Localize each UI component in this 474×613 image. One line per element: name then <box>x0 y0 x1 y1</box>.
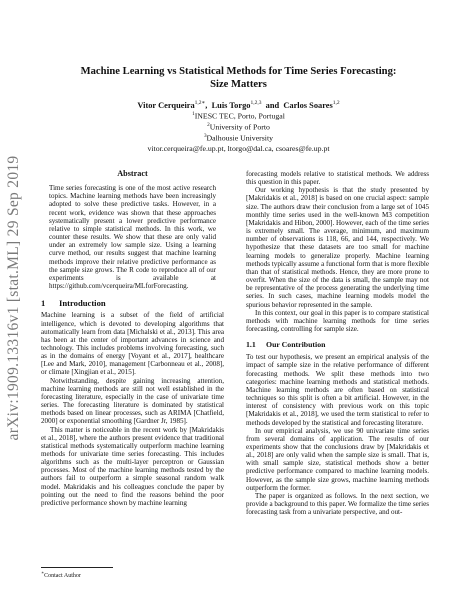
title-line-1: Machine Learning vs Statistical Methods for Time Series Forecasting: <box>80 66 397 77</box>
title-line-2: Size Matters <box>210 78 267 90</box>
affiliation-text: INESC TEC, Porto, Portugal <box>194 111 285 121</box>
author-sup: 1,2,3 <box>250 100 262 107</box>
affiliation-sup: 3 <box>203 133 207 140</box>
footnote-rule <box>41 567 113 568</box>
affiliation-text: University of Porto <box>209 122 270 132</box>
footnote-text: Contact Author <box>44 573 81 579</box>
author-list <box>56 100 421 110</box>
subsection-title: Our Contribution <box>266 340 326 350</box>
paper-header <box>56 66 421 153</box>
arxiv-identifier <box>3 118 25 478</box>
affiliation-text: Dalhousie University <box>206 133 274 143</box>
author-emails: vitor.cerqueira@fe.up.pt, ltorgo@dal.ca, csoares@fe.up.pt <box>147 143 330 153</box>
author-name: Vitor Cerqueira <box>137 100 195 110</box>
abstract-text: Time series forecasting is one of the most active research topics. Machine learning methods have been increasingly adopted to solve these predictive tasks. However, in a recent work, evidence was shown that these approaches systematically present a lower predictive performance relative to simple statistical methods. In this work, we counter these results. We show that these are only valid under an extremely low sample size. Using a learning curve method, our results suggest that machine learning methods improve their relative predictive performance as the sample size grows. The R code to reproduce all of our experiments is available at https://github.com/vcerqueira/MLforForecasting. <box>49 184 216 291</box>
author-name: Carlos Soares <box>283 100 333 110</box>
paragraph: In our empirical analysis, we use 90 univariate time series from several domains of application. The results of our experiments show that the conclusions draw by [Makridakis et al., 2018] are only valid when the sample size is small. That is, with small sample size, statistical methods show a better predictive performance compared to machine learning models. However, as the sample size grows, machine learning methods outperform the former. <box>246 426 429 492</box>
author-separator: , <box>205 100 208 110</box>
affiliation <box>56 110 421 121</box>
affiliation <box>56 121 421 132</box>
section-heading <box>41 299 224 307</box>
subsection-heading <box>246 341 429 349</box>
left-column <box>41 170 224 507</box>
paper-title <box>56 66 421 91</box>
affiliation <box>56 132 421 143</box>
section-title: Introduction <box>59 298 106 309</box>
paragraph: This matter is noticeable in the recent work by [Makridakis et al., 2018], where the authors present evidence that traditional statistical methods systematically outperform machine learning methods for univariate time series forecasting. This includes algorithms such as the multi-layer perceptron or Gaussian processes. Most of the machine learning methods tested by the authors fail to outperform a simple seasonal random walk model. Makridakis and his colleagues conclude the paper by pointing out the need to find the reasons behind the poor predictive performance shown by machine learning <box>41 425 224 507</box>
paragraph: In this context, our goal in this paper is to compare statistical methods with machine learning methods for time series forecasting, controlling for sample size. <box>246 308 429 333</box>
arxiv-id-text: arXiv:1909.13316v1 [stat.ML] 29 Sep 2019 <box>5 155 22 441</box>
right-column <box>246 170 429 516</box>
section-number: 1 <box>41 298 46 309</box>
paragraph: Our working hypothesis is that the study presented by [Makridakis et al., 2018] is based on one crucial aspect: sample size. The authors draw their conclusion from a large set of 1045 monthly time series used in the well-known M3 competition [Makridakis and Hibon, 2000]. However, each of the time series is extremely small. The average, minimum, and maximum number of observations is 118, 66, and 144, respectively. We hypothesize that these datasets are too small for machine learning models to generalize properly. Machine learning methods typically assume a functional form that is more flexible than that of statistical methods. Hence, they are more prone to overfit. When the size of the data is small, the sample may not be representative of the process generating the underlying time series. In such cases, machine learning models model the spurious behavior represented in the sample. <box>246 186 430 309</box>
author-sup: 1,2∗ <box>194 100 206 107</box>
affiliation-sup: 1 <box>192 110 195 117</box>
paragraph: forecasting models relative to statistical methods. We address this question in this paper. <box>246 170 429 187</box>
subsection-number: 1.1 <box>246 340 256 350</box>
paragraph: Machine learning is a subset of the field of artificial intelligence, which is devoted to developing algorithms that automatically learn from data [Michalski et al., 2013]. This area has been at the center of important advances in science and technology. This includes problems involving forecasting, such as in the domains of energy [Voyant et al., 2017], healthcare [Lee and Mark, 2010], management [Carbonneau et al., 2008], or climate [Xingjian et al., 2015]. <box>41 311 224 377</box>
footnote-mark: ∗ <box>41 570 45 575</box>
abstract-heading: Abstract <box>117 169 148 178</box>
footnote <box>41 570 81 579</box>
author-name: Luis Torgo <box>211 100 251 110</box>
affiliation-sup: 2 <box>207 122 210 129</box>
paragraph: The paper is organized as follows. In the next section, we provide a background to this paper. We formalize the time series forecasting task from a univariate perspective, and out- <box>246 491 429 517</box>
author-and: and <box>265 100 280 110</box>
author-sup: 1,2 <box>332 100 340 107</box>
paragraph: To test our hypothesis, we present an empirical analysis of the impact of sample size in the relative performance of different forecasting methods. We split these methods into two categories: machine learning methods and statistical methods. Machine learning methods are often based on statistical techniques so this split is often a bit artificial. However, in the interest of consistency with previous work on this topic [Makridakis et al., 2018], we used the term statistical to refer to methods developed by the statistical and forecasting literature. <box>246 353 429 427</box>
paragraph: Notwithstanding, despite gaining increasing attention, machine learning methods are still not well established in the forecasting literature, especially in the case of univariate time series. The forecasting literature is dominated by statistical methods based on linear processes, such as ARIMA [Chatfield, 2000] or exponential smoothing [Gardner Jr, 1985]. <box>41 376 224 426</box>
